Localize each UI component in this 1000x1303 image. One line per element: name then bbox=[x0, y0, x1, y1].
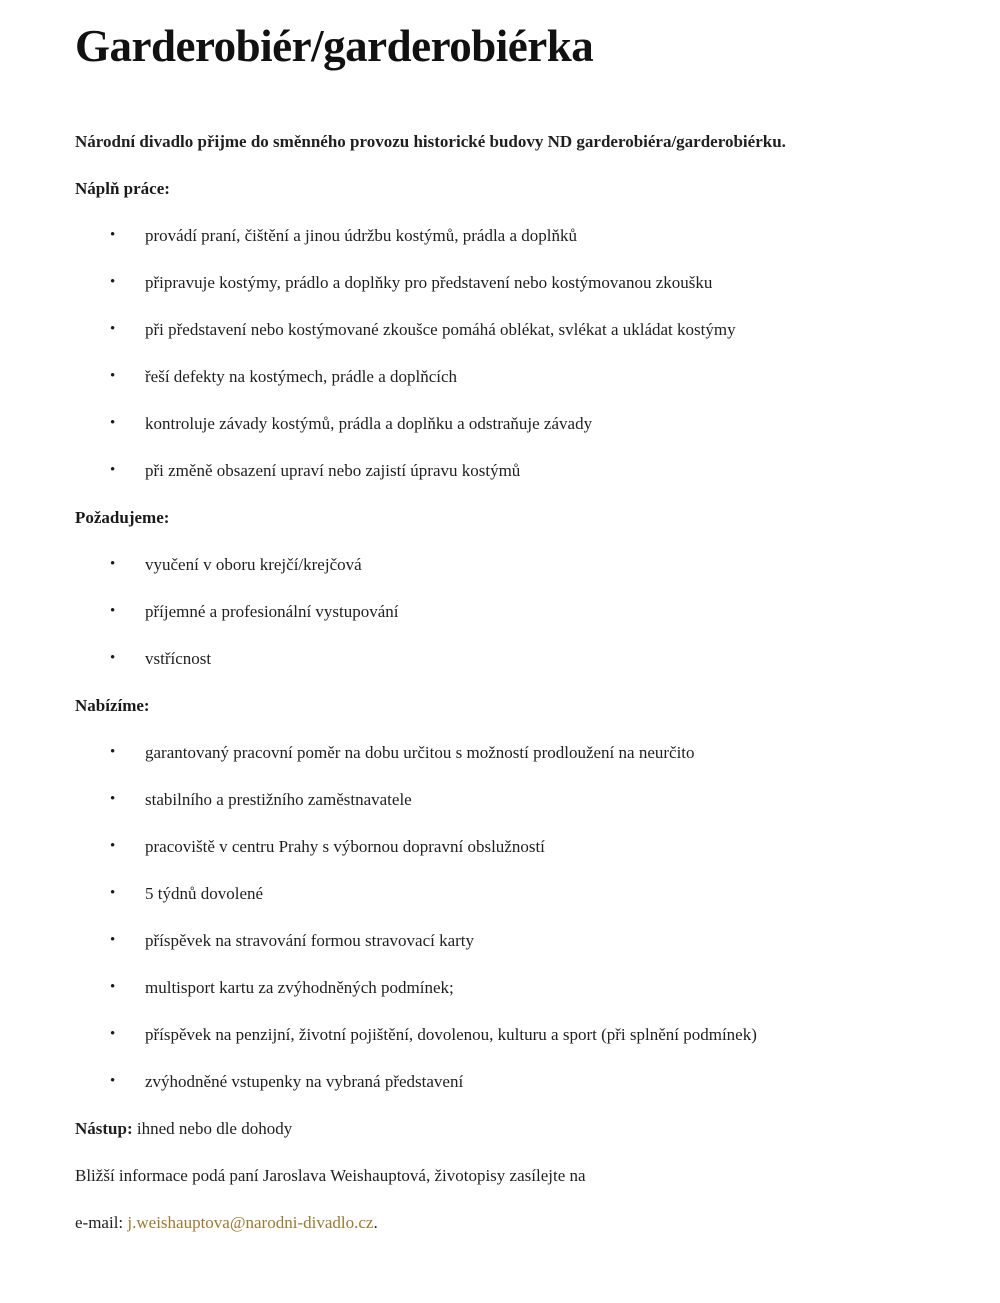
bullet-icon: • bbox=[110, 415, 116, 431]
intro-paragraph: Národní divadlo přijme do směnného provozu historické budovy ND garderobiéra/garderobiérku. bbox=[75, 132, 786, 151]
list-item-text: stabilního a prestižního zaměstnavatele bbox=[145, 790, 412, 809]
list-item bbox=[110, 741, 945, 764]
email-link[interactable]: j.weishauptova@narodni-divadlo.cz bbox=[127, 1213, 374, 1232]
list-item bbox=[110, 271, 945, 294]
bullet-icon: • bbox=[110, 1026, 116, 1042]
bullet-list-napln-prace bbox=[110, 224, 945, 482]
list-item-text: příspěvek na stravování formou stravovací karty bbox=[145, 931, 475, 950]
nastup-label: Nástup: bbox=[75, 1119, 133, 1138]
list-item-text: provádí praní, čištění a jinou údržbu kostýmů, prádla a doplňků bbox=[145, 226, 577, 245]
email-label: e-mail: bbox=[75, 1213, 124, 1232]
section-heading-napln-prace: Náplň práce: bbox=[75, 179, 170, 198]
bullet-list-pozadujeme bbox=[110, 553, 945, 670]
bullet-icon: • bbox=[110, 838, 116, 854]
bullet-icon: • bbox=[110, 368, 116, 384]
page-title: Garderobiér/garderobiérka bbox=[75, 21, 594, 71]
list-item bbox=[110, 1070, 945, 1093]
bullet-icon: • bbox=[110, 556, 116, 572]
list-item-text: připravuje kostýmy, prádlo a doplňky pro představení nebo kostýmovanou zkoušku bbox=[145, 273, 713, 292]
email-line bbox=[75, 1211, 945, 1234]
contact-info-line: Bližší informace podá paní Jaroslava Weishauptová, životopisy zasílejte na bbox=[75, 1166, 586, 1185]
bullet-icon: • bbox=[110, 932, 116, 948]
list-item bbox=[110, 882, 945, 905]
bullet-icon: • bbox=[110, 650, 116, 666]
list-item bbox=[110, 835, 945, 858]
bullet-icon: • bbox=[110, 744, 116, 760]
list-item-text: vstřícnost bbox=[145, 649, 212, 668]
list-item-text: pracoviště v centru Prahy s výbornou dopravní obslužností bbox=[145, 837, 545, 856]
bullet-icon: • bbox=[110, 603, 116, 619]
list-item bbox=[110, 412, 945, 435]
bullet-icon: • bbox=[110, 791, 116, 807]
list-item-text: při změně obsazení upraví nebo zajistí úpravu kostýmů bbox=[145, 461, 521, 480]
nastup-value: ihned nebo dle dohody bbox=[136, 1119, 293, 1138]
list-item bbox=[110, 788, 945, 811]
bullet-icon: • bbox=[110, 979, 116, 995]
list-item-text: multisport kartu za zvýhodněných podmínek; bbox=[145, 978, 454, 997]
list-item-text: kontroluje závady kostýmů, prádla a doplňku a odstraňuje závady bbox=[145, 414, 593, 433]
list-item-text: při představení nebo kostýmované zkoušce pomáhá oblékat, svlékat a ukládat kostýmy bbox=[145, 320, 736, 339]
section-heading-pozadujeme: Požadujeme: bbox=[75, 508, 170, 527]
list-item bbox=[110, 365, 945, 388]
nastup-line bbox=[75, 1117, 945, 1140]
list-item-text: garantovaný pracovní poměr na dobu určitou s možností prodloužení na neurčito bbox=[145, 743, 695, 762]
bullet-icon: • bbox=[110, 227, 116, 243]
list-item bbox=[110, 1023, 945, 1046]
bullet-icon: • bbox=[110, 274, 116, 290]
bullet-icon: • bbox=[110, 885, 116, 901]
list-item-text: příspěvek na penzijní, životní pojištění, dovolenou, kulturu a sport (při splnění podmínek) bbox=[145, 1025, 757, 1044]
bullet-icon: • bbox=[110, 462, 116, 478]
list-item bbox=[110, 600, 945, 623]
list-item bbox=[110, 318, 945, 341]
bullet-list-nabizime bbox=[110, 741, 945, 1093]
bullet-icon: • bbox=[110, 1073, 116, 1089]
list-item bbox=[110, 224, 945, 247]
list-item bbox=[110, 929, 945, 952]
section-heading-nabizime: Nabízíme: bbox=[75, 696, 150, 715]
email-suffix: . bbox=[373, 1213, 378, 1232]
bullet-icon: • bbox=[110, 321, 116, 337]
list-item-text: řeší defekty na kostýmech, prádle a doplňcích bbox=[145, 367, 458, 386]
list-item bbox=[110, 459, 945, 482]
list-item bbox=[110, 553, 945, 576]
list-item-text: vyučení v oboru krejčí/krejčová bbox=[145, 555, 362, 574]
list-item-text: 5 týdnů dovolené bbox=[145, 884, 264, 903]
list-item bbox=[110, 647, 945, 670]
list-item-text: příjemné a profesionální vystupování bbox=[145, 602, 399, 621]
list-item bbox=[110, 976, 945, 999]
list-item-text: zvýhodněné vstupenky na vybraná představení bbox=[145, 1072, 464, 1091]
